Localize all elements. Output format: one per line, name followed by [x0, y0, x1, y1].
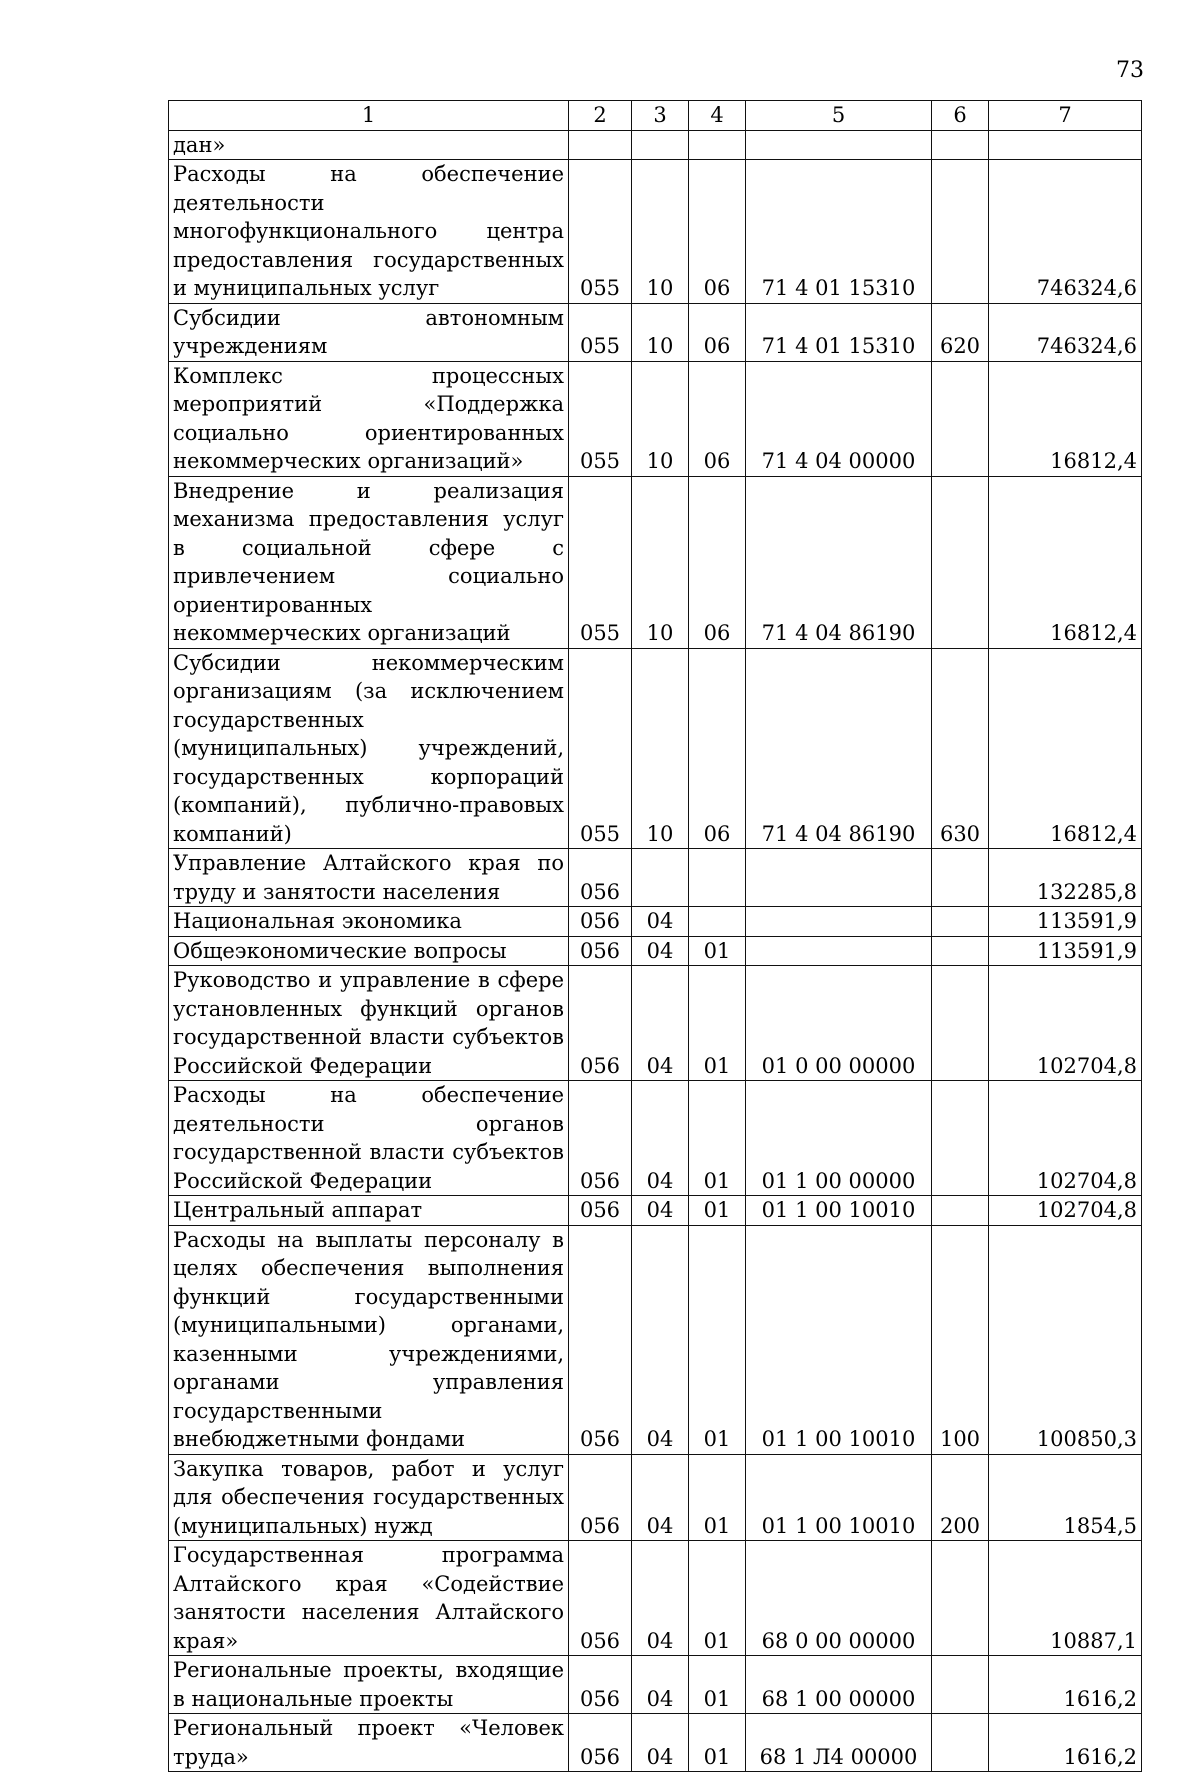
target-code-cell	[746, 907, 932, 937]
header-cell: 6	[932, 101, 989, 131]
row-name-cell: Расходы на обеспечение деятельности органов государственной власти субъектов Российской Федерации	[169, 1081, 569, 1196]
amount-cell: 100850,3	[989, 1225, 1142, 1454]
subsection-code-cell: 01	[689, 1081, 746, 1196]
subsection-code-cell	[689, 849, 746, 907]
section-code-cell: 04	[632, 1081, 689, 1196]
target-code-cell	[746, 849, 932, 907]
expense-type-cell: 100	[932, 1225, 989, 1454]
amount-cell: 132285,8	[989, 849, 1142, 907]
subsection-code-cell: 01	[689, 1714, 746, 1772]
target-code-cell	[746, 130, 932, 160]
ministry-code-cell: 056	[569, 1656, 632, 1714]
subsection-code-cell: 01	[689, 1225, 746, 1454]
amount-cell: 102704,8	[989, 1196, 1142, 1226]
section-code-cell: 04	[632, 1656, 689, 1714]
section-code-cell: 10	[632, 303, 689, 361]
table-row	[169, 1714, 1142, 1772]
target-code-cell: 01 1 00 10010	[746, 1454, 932, 1541]
section-code-cell: 04	[632, 966, 689, 1081]
expense-type-cell	[932, 907, 989, 937]
ministry-code-cell: 055	[569, 476, 632, 648]
expense-type-cell	[932, 1714, 989, 1772]
expense-type-cell	[932, 1081, 989, 1196]
table-row	[169, 1541, 1142, 1656]
row-name-cell: Закупка товаров, работ и услуг для обеспечения государственных (муниципальных) нужд	[169, 1454, 569, 1541]
target-code-cell: 71 4 04 00000	[746, 361, 932, 476]
expense-type-cell: 630	[932, 648, 989, 849]
amount-cell: 1616,2	[989, 1656, 1142, 1714]
row-name-cell: Субсидии некоммерческим организациям (за исключением государственных (муниципальных) учреждений, государственных корпораций (компаний), публично-правовых компаний)	[169, 648, 569, 849]
table-row	[169, 130, 1142, 160]
row-name-cell: Руководство и управление в сфере установленных функций органов государственной власти субъектов Российской Федерации	[169, 966, 569, 1081]
subsection-code-cell	[689, 130, 746, 160]
subsection-code-cell: 01	[689, 936, 746, 966]
header-row	[169, 101, 1142, 131]
expense-type-cell: 200	[932, 1454, 989, 1541]
row-name-cell: Расходы на выплаты персоналу в целях обеспечения выполнения функций государственными (муниципальными) органами, казенными учреждениями, органами управления государственными внебюджетными фондами	[169, 1225, 569, 1454]
amount-cell: 113591,9	[989, 907, 1142, 937]
header-cell: 3	[632, 101, 689, 131]
target-code-cell: 71 4 01 15310	[746, 160, 932, 304]
row-name-cell: Центральный аппарат	[169, 1196, 569, 1226]
row-name-cell: Национальная экономика	[169, 907, 569, 937]
table-row	[169, 160, 1142, 304]
section-code-cell: 04	[632, 1196, 689, 1226]
section-code-cell: 04	[632, 936, 689, 966]
amount-cell	[989, 130, 1142, 160]
expense-type-cell	[932, 1656, 989, 1714]
section-code-cell: 04	[632, 1541, 689, 1656]
expense-type-cell	[932, 966, 989, 1081]
expense-type-cell	[932, 936, 989, 966]
target-code-cell: 01 1 00 00000	[746, 1081, 932, 1196]
table-row	[169, 1196, 1142, 1226]
page-number: 73	[1116, 58, 1144, 83]
amount-cell: 16812,4	[989, 361, 1142, 476]
expense-type-cell	[932, 361, 989, 476]
row-name-cell: Комплекс процессных мероприятий «Поддержка социально ориентированных некоммерческих организаций»	[169, 361, 569, 476]
ministry-code-cell: 056	[569, 966, 632, 1081]
section-code-cell: 04	[632, 1714, 689, 1772]
amount-cell: 102704,8	[989, 966, 1142, 1081]
ministry-code-cell: 055	[569, 648, 632, 849]
table-row	[169, 1656, 1142, 1714]
row-name-cell: Государственная программа Алтайского края «Содействие занятости населения Алтайского края»	[169, 1541, 569, 1656]
target-code-cell: 71 4 04 86190	[746, 648, 932, 849]
table-row	[169, 849, 1142, 907]
table-row	[169, 1081, 1142, 1196]
amount-cell: 746324,6	[989, 303, 1142, 361]
target-code-cell: 68 1 00 00000	[746, 1656, 932, 1714]
section-code-cell: 04	[632, 1225, 689, 1454]
amount-cell: 746324,6	[989, 160, 1142, 304]
ministry-code-cell: 055	[569, 160, 632, 304]
expense-type-cell	[932, 1541, 989, 1656]
amount-cell: 1854,5	[989, 1454, 1142, 1541]
subsection-code-cell: 01	[689, 1196, 746, 1226]
ministry-code-cell: 056	[569, 1196, 632, 1226]
subsection-code-cell: 01	[689, 1656, 746, 1714]
amount-cell: 1616,2	[989, 1714, 1142, 1772]
row-name-cell: дан»	[169, 130, 569, 160]
target-code-cell: 71 4 04 86190	[746, 476, 932, 648]
row-name-cell: Общеэкономические вопросы	[169, 936, 569, 966]
ministry-code-cell: 056	[569, 1454, 632, 1541]
amount-cell: 102704,8	[989, 1081, 1142, 1196]
expense-type-cell: 620	[932, 303, 989, 361]
expense-type-cell	[932, 476, 989, 648]
expense-type-cell	[932, 130, 989, 160]
subsection-code-cell: 06	[689, 303, 746, 361]
subsection-code-cell: 06	[689, 476, 746, 648]
header-cell: 1	[169, 101, 569, 131]
ministry-code-cell: 056	[569, 1081, 632, 1196]
table-row	[169, 303, 1142, 361]
table-row	[169, 476, 1142, 648]
row-name-cell: Расходы на обеспечение деятельности многофункционального центра предоставления государственных и муниципальных услуг	[169, 160, 569, 304]
table-row	[169, 907, 1142, 937]
header-cell: 7	[989, 101, 1142, 131]
expense-type-cell	[932, 160, 989, 304]
ministry-code-cell: 056	[569, 907, 632, 937]
target-code-cell: 01 1 00 10010	[746, 1225, 932, 1454]
subsection-code-cell: 01	[689, 966, 746, 1081]
expense-type-cell	[932, 1196, 989, 1226]
amount-cell: 10887,1	[989, 1541, 1142, 1656]
target-code-cell: 71 4 01 15310	[746, 303, 932, 361]
section-code-cell: 10	[632, 160, 689, 304]
target-code-cell: 68 1 Л4 00000	[746, 1714, 932, 1772]
subsection-code-cell: 01	[689, 1541, 746, 1656]
header-cell: 2	[569, 101, 632, 131]
subsection-code-cell	[689, 907, 746, 937]
table-row	[169, 1454, 1142, 1541]
target-code-cell	[746, 936, 932, 966]
amount-cell: 16812,4	[989, 476, 1142, 648]
row-name-cell: Региональный проект «Человек труда»	[169, 1714, 569, 1772]
section-code-cell: 10	[632, 648, 689, 849]
table-row	[169, 1225, 1142, 1454]
target-code-cell: 01 0 00 00000	[746, 966, 932, 1081]
section-code-cell	[632, 130, 689, 160]
target-code-cell: 68 0 00 00000	[746, 1541, 932, 1656]
row-name-cell: Субсидии автономным учреждениям	[169, 303, 569, 361]
row-name-cell: Региональные проекты, входящие в национальные проекты	[169, 1656, 569, 1714]
row-name-cell: Управление Алтайского края по труду и занятости населения	[169, 849, 569, 907]
ministry-code-cell: 055	[569, 303, 632, 361]
amount-cell: 16812,4	[989, 648, 1142, 849]
target-code-cell: 01 1 00 10010	[746, 1196, 932, 1226]
section-code-cell	[632, 849, 689, 907]
section-code-cell: 10	[632, 361, 689, 476]
ministry-code-cell: 056	[569, 936, 632, 966]
header-cell: 5	[746, 101, 932, 131]
ministry-code-cell: 056	[569, 1225, 632, 1454]
table-row	[169, 361, 1142, 476]
ministry-code-cell: 055	[569, 361, 632, 476]
ministry-code-cell: 056	[569, 1714, 632, 1772]
table-row	[169, 648, 1142, 849]
table-row	[169, 966, 1142, 1081]
ministry-code-cell: 056	[569, 1541, 632, 1656]
section-code-cell: 04	[632, 907, 689, 937]
amount-cell: 113591,9	[989, 936, 1142, 966]
budget-table	[168, 100, 1142, 1772]
subsection-code-cell: 06	[689, 160, 746, 304]
table-row	[169, 936, 1142, 966]
ministry-code-cell	[569, 130, 632, 160]
subsection-code-cell: 06	[689, 361, 746, 476]
ministry-code-cell: 056	[569, 849, 632, 907]
subsection-code-cell: 01	[689, 1454, 746, 1541]
header-cell: 4	[689, 101, 746, 131]
section-code-cell: 10	[632, 476, 689, 648]
expense-type-cell	[932, 849, 989, 907]
section-code-cell: 04	[632, 1454, 689, 1541]
subsection-code-cell: 06	[689, 648, 746, 849]
row-name-cell: Внедрение и реализация механизма предоставления услуг в социальной сфере с привлечением социально ориентированных некоммерческих организаций	[169, 476, 569, 648]
